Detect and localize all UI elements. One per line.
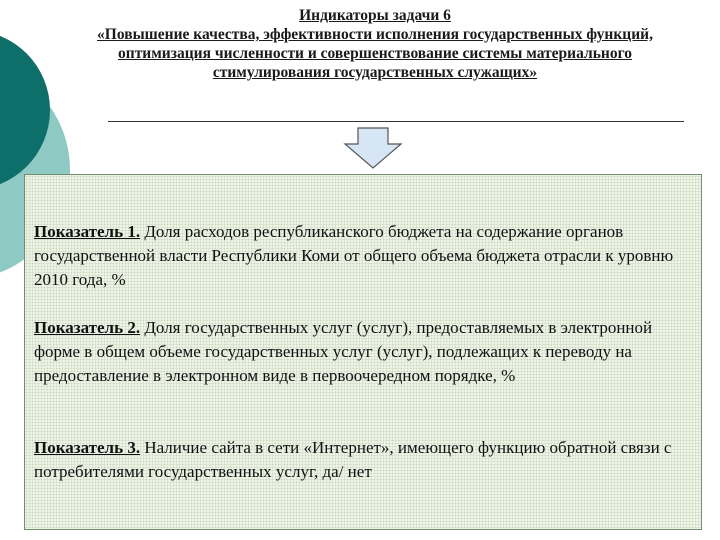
indicator-3-label: Показатель 3. (34, 438, 141, 457)
horizontal-divider (108, 121, 684, 122)
title-line-3: оптимизация численности и совершенствование системы материального (118, 45, 632, 62)
indicator-1-text: Доля расходов республиканского бюджета на содержание органов государственной власти Республики Коми от общего объема бюджета отрасли к уровню 2010 года, % (34, 222, 674, 289)
indicator-1 (34, 220, 699, 292)
indicator-1-label: Показатель 1. (34, 222, 141, 241)
indicator-3 (34, 436, 699, 484)
indicators-box (24, 174, 702, 530)
indicator-2 (34, 316, 699, 388)
title-line-2: «Повышение качества, эффективности исполнения государственных функций, (97, 26, 653, 43)
title-line-1: Индикаторы задачи 6 (299, 7, 451, 24)
indicator-2-text: Доля государственных услуг (услуг), предоставляемых в электронной форме в общем объеме государственных услуг (услуг), подлежащих к переводу на предоставление в электронном виде в первоочередном порядке, % (34, 318, 653, 385)
indicator-3-text: Наличие сайта в сети «Интернет», имеющего функцию обратной связи с потребителями государственных услуг, да/ нет (34, 438, 672, 481)
title-line-4: стимулирования государственных служащих» (212, 64, 538, 81)
page-title (40, 6, 710, 82)
down-arrow-icon (343, 127, 403, 169)
indicator-2-label: Показатель 2. (34, 318, 141, 337)
